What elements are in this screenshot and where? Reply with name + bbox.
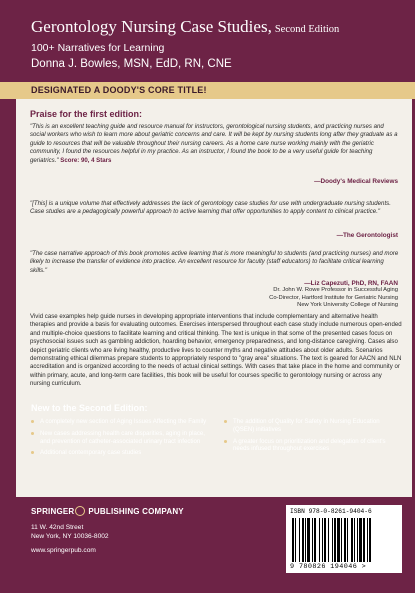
book-subtitle: 100+ Narratives for Learning	[31, 42, 165, 54]
publisher-address-1: 11 W. 42nd Street	[31, 524, 84, 531]
main-title: Gerontology Nursing Case Studies,	[31, 17, 272, 36]
quote-doodys-score: Score: 90, 4 Stars	[60, 156, 112, 164]
edition-label: Second Edition	[274, 24, 340, 35]
list-item: New cases addressing health care disparities, aging in place, and prevention of catheter-associated urinary tract infection	[31, 430, 209, 446]
capezuti-title-1: Dr. John W. Rowe Professor in Successful Aging	[273, 287, 398, 293]
publisher-name-left: SPRINGER	[31, 507, 75, 516]
author-line: Donna J. Bowles, MSN, EdD, RN, CNE	[31, 58, 232, 70]
isbn-label: ISBN 978-0-8261-9404-6	[290, 508, 372, 515]
quote-doodys-source: —Doody's Medical Reviews	[314, 178, 398, 185]
quote-capezuti	[30, 250, 400, 275]
quote-doodys-text: "This is an excellent teaching guide and resource manual for instructors, gerontological nursing students, and practicing nurses and social workers who wish to learn more about geriatric concerns and care. It will be kept by nursing students long after they graduate as a guide to resources that will be valuable throughout their nursing careers. As a home care nurse working mainly with the geriatric community, I found the resources helpful in my practice. As an instructor, I found the book to be a very useful guide for teaching geriatrics."	[30, 123, 398, 164]
quote-doodys	[30, 123, 400, 165]
barcode-icon	[290, 518, 398, 562]
list-item: Additional contemporary case studies	[31, 449, 209, 457]
springer-logo-icon	[75, 506, 85, 516]
doody-banner-text: DESIGNATED A DOODY'S CORE TITLE!	[31, 85, 207, 95]
list-item: A completely new section of Aging Issues Affecting the Family	[31, 418, 209, 426]
barcode-number: 9 780826 194046 >	[290, 563, 367, 571]
praise-heading: Praise for the first edition:	[30, 109, 143, 119]
list-item: The addition of Quality for Safety in Nursing Education (QSEN) initiatives	[224, 418, 402, 434]
new-edition-heading: New to the Second Edition:	[31, 403, 148, 413]
doody-banner	[0, 82, 415, 99]
new-features-left	[31, 418, 209, 461]
publisher-url: www.springerpub.com	[31, 547, 96, 554]
publisher-name-right: PUBLISHING COMPANY	[88, 507, 184, 516]
publisher-address-2: New York, NY 10036-8002	[31, 533, 109, 540]
capezuti-name: —Liz Capezuti, PhD, RN, FAAN	[304, 280, 398, 287]
capezuti-title-3: New York University College of Nursing	[297, 302, 398, 309]
new-features-right	[224, 418, 402, 457]
quote-capezuti-text: "The case narrative approach of this book promotes active learning that is more meaningful to students (and practicing nurses) and more likely to increase the transfer of evidence into practice. An excellent resource for faculty (staff educators) to facilitate critical learning skills."	[30, 250, 399, 274]
quote-gerontologist-text: "[This] is a unique volume that effectively addresses the lack of gerontology case studies for use with undergraduate nursing students. Case studies are a pedagogically powerful approach to active learning that offer opportunities to apply content to clinical practice."	[30, 200, 391, 216]
publisher-block	[31, 506, 184, 554]
quote-gerontologist-source: —The Gerontologist	[336, 232, 398, 239]
quote-gerontologist	[30, 200, 400, 217]
book-title	[31, 17, 339, 37]
publisher-logo	[31, 506, 184, 516]
barcode-box	[286, 505, 402, 573]
list-item: A greater focus on prioritization and delegation of client's needs infused throughout exercises	[224, 438, 402, 454]
book-description: Vivid case examples help guide nurses in developing appropriate interventions that include complementary and alternative health therapies and provide a basis for evaluating outcomes. Exercises interspersed throughout each case study include numerous open-ended and multiple-choice questions to facilitate learning and critical thinking. The text is unique in that some of the presented cases focus on psychosocial issues such as gambling addiction, hoarding behavior, emergency preparedness, and long-distance caregiving. Cases also depict geriatric clients who are living healthy, productive lives to counter myths and negative attitudes about older adults. Scenarios demonstrating ethical dilemmas prepare students to appropriately respond to "gray area" situations. The text is geared for AACN and NLN accreditation and is organized according to the needs of actual clinical settings. With cases that take place in the home and community or within primary, acute, and long-term care facilities, this book will be useful for courses specific to gerontology nursing or across any nursing curriculum.	[30, 313, 402, 388]
quote-capezuti-source	[269, 280, 398, 310]
capezuti-title-2: Co-Director, Hartford Institute for Geriatric Nursing	[269, 294, 398, 301]
